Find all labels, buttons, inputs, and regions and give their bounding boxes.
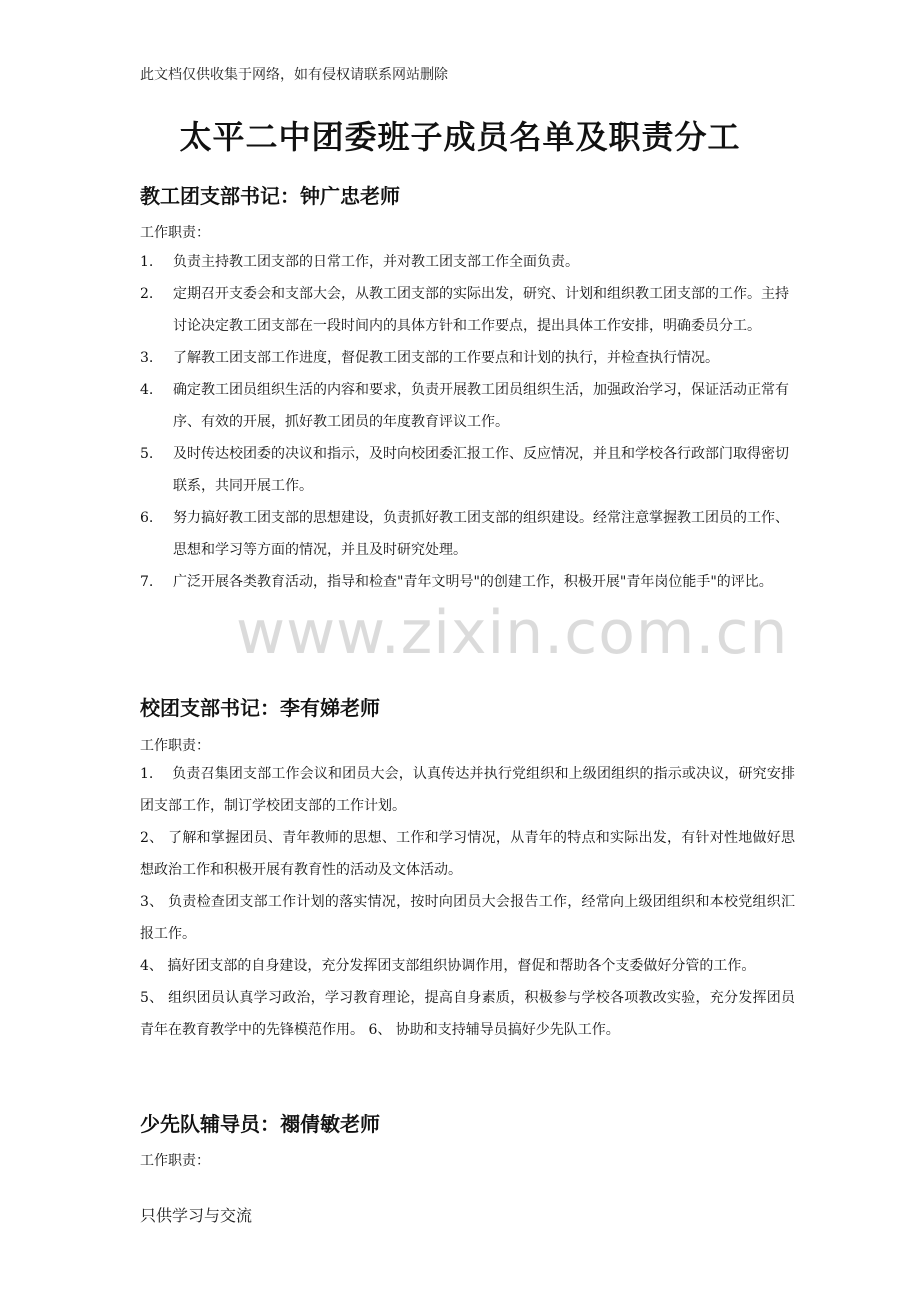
list-item-number: 1.	[140, 254, 154, 270]
list-item-number: 4.	[140, 382, 154, 398]
section2-duty-paragraphs	[140, 758, 795, 1046]
list-item-text: 确定教工团员组织生活的内容和要求，负责开展教工团员组织生活，加强政治学习，保证活动正常有序、有效的开展，抓好教工团员的年度教育评议工作。	[173, 382, 789, 430]
duty-paragraph: 1. 负责召集团支部工作会议和团员大会，认真传达并执行党组织和上级团组织的指示或决议，研究安排团支部工作，制订学校团支部的工作计划。	[140, 766, 795, 814]
section1-duty-list	[140, 246, 790, 598]
list-item	[140, 374, 790, 438]
section1-duty-label: 工作职责：	[140, 225, 210, 241]
duty-paragraph: 3、 负责检查团支部工作计划的落实情况，按时向团员大会报告工作，经常向上级团组织和本校党组织汇报工作。	[140, 894, 795, 942]
list-item	[140, 278, 790, 342]
list-item	[140, 246, 790, 278]
list-item-number: 7.	[140, 574, 154, 590]
list-item	[140, 342, 790, 374]
section-heading-young-pioneer-counselor: 少先队辅导员：禤倩敏老师	[140, 1112, 380, 1136]
list-item-number: 6.	[140, 510, 154, 526]
list-item-text: 负责主持教工团支部的日常工作，并对教工团支部工作全面负责。	[173, 254, 579, 270]
list-item-text: 及时传达校团委的决议和指示，及时向校团委汇报工作、反应情况，并且和学校各行政部门取得密切联系，共同开展工作。	[173, 446, 789, 494]
list-item-number: 2.	[140, 286, 154, 302]
list-item	[140, 566, 790, 598]
document-title: 太平二中团委班子成员名单及职责分工	[179, 118, 741, 156]
header-disclaimer: 此文档仅供收集于网络，如有侵权请联系网站删除	[140, 67, 448, 83]
section3-duty-label: 工作职责：	[140, 1153, 210, 1169]
list-item-text: 了解教工团支部工作进度，督促教工团支部的工作要点和计划的执行，并检查执行情况。	[173, 350, 719, 366]
list-item-number: 3.	[140, 350, 154, 366]
section-heading-school-league-secretary: 校团支部书记：李有娣老师	[140, 696, 380, 720]
list-item	[140, 502, 790, 566]
list-item-text: 广泛开展各类教育活动，指导和检查"青年文明号"的创建工作，积极开展"青年岗位能手"的评比。	[173, 574, 773, 590]
list-item-text: 努力搞好教工团支部的思想建设，负责抓好教工团支部的组织建设。经常注意掌握教工团员的工作、思想和学习等方面的情况，并且及时研究处理。	[173, 510, 789, 558]
section2-duty-label: 工作职责：	[140, 738, 210, 754]
section-heading-teacher-league-secretary: 教工团支部书记：钟广忠老师	[140, 184, 400, 208]
duty-paragraph: 5、 组织团员认真学习政治，学习教育理论，提高自身素质，积极参与学校各项教改实验，充分发挥团员青年在教育教学中的先锋模范作用。 6、 协助和支持辅导员搞好少先队工作。	[140, 990, 795, 1038]
watermark-text: www.zixin.com.cn	[236, 598, 789, 668]
list-item-number: 5.	[140, 446, 154, 462]
list-item	[140, 438, 790, 502]
duty-paragraph: 2、 了解和掌握团员、青年教师的思想、工作和学习情况，从青年的特点和实际出发，有针对性地做好思想政治工作和积极开展有教育性的活动及文体活动。	[140, 830, 795, 878]
duty-paragraph: 4、 搞好团支部的自身建设，充分发挥团支部组织协调作用，督促和帮助各个支委做好分管的工作。	[140, 958, 756, 974]
list-item-text: 定期召开支委会和支部大会，从教工团支部的实际出发，研究、计划和组织教工团支部的工作。主持讨论决定教工团支部在一段时间内的具体方针和工作要点，提出具体工作安排，明确委员分工。	[173, 286, 789, 334]
footer-note: 只供学习与交流	[140, 1206, 253, 1225]
